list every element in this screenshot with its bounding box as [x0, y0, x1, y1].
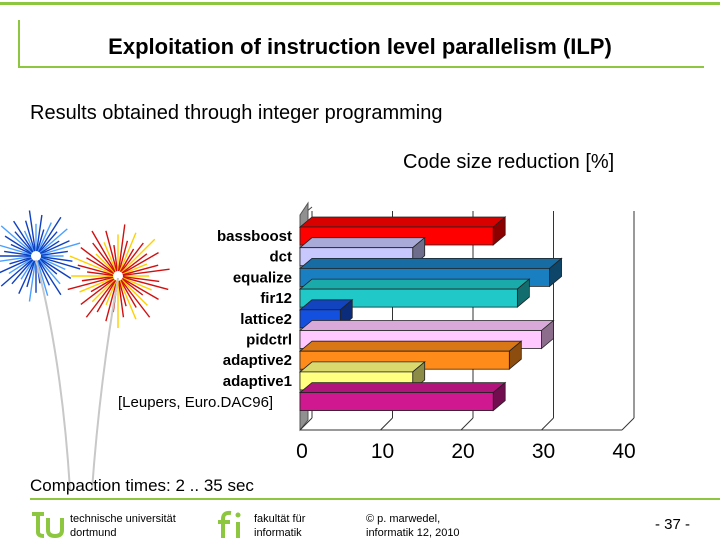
x-tick-label: 40: [612, 440, 636, 463]
footer-line: [30, 498, 720, 500]
slide-subtitle: Results obtained through integer programming: [30, 102, 443, 124]
x-tick-label: 0: [296, 440, 308, 463]
category-label-adaptive1: adaptive1: [222, 372, 292, 390]
fi-logo: [215, 510, 247, 540]
university-name: [70, 512, 176, 540]
chart-title: Code size reduction [%]: [403, 151, 615, 173]
category-label-lattice2: lattice2: [240, 310, 292, 328]
university-line2: dortmund: [70, 527, 117, 539]
category-label-dct: dct: [269, 248, 292, 266]
university-line1: technische universität: [70, 513, 176, 525]
citation: [Leupers, Euro.DAC96]: [118, 394, 274, 411]
category-label-bassboost: bassboost: [216, 228, 292, 245]
x-tick-label: 10: [370, 440, 395, 463]
category-label-fir12: fir12: [260, 290, 292, 308]
author-line2: informatik 12, 2010: [366, 527, 460, 539]
faculty-name: [254, 512, 305, 540]
gridline-base: [381, 418, 393, 430]
slide-title: Exploitation of instruction level parallelism (ILP): [108, 34, 612, 59]
bar-unlabeled: [300, 383, 505, 411]
author-line1: © p. marwedel,: [366, 513, 441, 525]
author-credit: [366, 512, 460, 540]
faculty-line2: informatik: [254, 527, 302, 539]
category-label-pidctrl: pidctrl: [246, 331, 292, 349]
gridline-base: [542, 418, 554, 430]
gridline-base: [461, 418, 473, 430]
x-tick-label: 20: [451, 440, 475, 463]
category-label-adaptive2: adaptive2: [222, 352, 292, 370]
faculty-line1: fakultät für: [254, 513, 306, 525]
page-number: - 37 -: [655, 516, 691, 533]
tu-logo: [30, 510, 66, 538]
x-tick-label: 30: [531, 440, 556, 463]
compaction-times: Compaction times: 2 .. 35 sec: [30, 476, 254, 495]
category-label-equalize: equalize: [232, 269, 292, 287]
gridline-base: [622, 418, 634, 430]
